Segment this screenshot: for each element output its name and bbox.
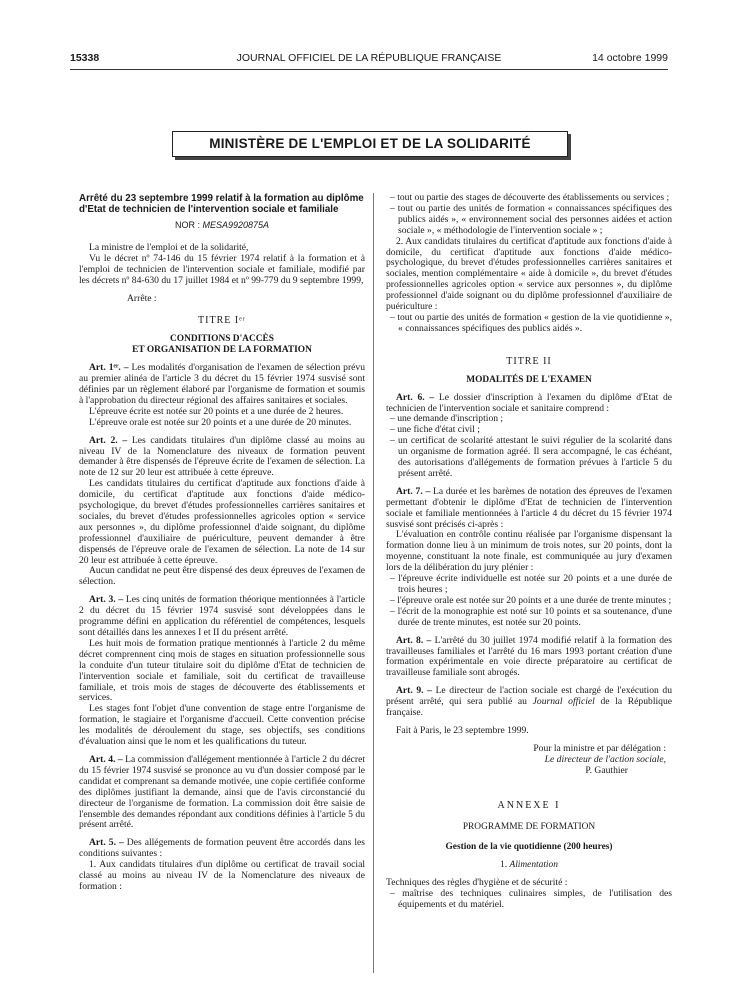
signature-line: Pour la ministre et par délégation : — [533, 742, 666, 754]
article-1: Art. 1ᵉʳ. – Les modalités d'organisation de l'examen de sélection prévu au premier alinéa de l'article 3 du décret du 15 février 1974 susvisé sont définies par un règlement élaboré par l'organisme de formation et soumis à l'approbation du directeur régional des affaires sanitaires et sociales. — [79, 362, 366, 406]
article-label: Art. 4. – — [89, 753, 123, 765]
annexe-heading: ANNEXE I — [497, 799, 561, 811]
paragraph: Les candidats titulaires du certificat d'aptitude aux fonctions d'aide à domicile, du certificat d'aptitude aux fonctions d'aide médico-psychologique, du brevet d'études professionnelles carrières sanitaires et sociales, du brevet d'études professionnelles agricoles option « service aux personnes », du diplôme professionnel d'aide soignant, du diplôme professionnel d'auxiliaire de puériculture, peuvent demander à être dispensés de l'épreuve orale de l'examen de sélection. La note de 14 sur 20 leur est attribuée à cette épreuve. — [79, 478, 365, 566]
list-item: – l'épreuve écrite individuelle est notée sur 20 points et a une durée de trois heures ; — [390, 573, 672, 595]
nor-reference: NOR : MESA9920875A — [174, 220, 270, 230]
list-item: – maîtrise des techniques culinaires simples, de l'utilisation des équipements et du matériel. — [390, 888, 672, 911]
nor-code: MESA9920875A — [202, 220, 270, 230]
signature-date: Fait à Paris, le 23 septembre 1999. — [396, 724, 529, 736]
article-9: Art. 9. – Le directeur de l'action sociale est chargé de l'exécution du présent arrêté, qui sera publié au Journal officiel de la République française. — [386, 685, 672, 719]
paragraph: 2. Aux candidats titulaires du certificat d'aptitude aux fonctions d'aide à domicile, du certificat d'aptitude aux fonctions d'aide médico-psychologique, du brevet d'études professionnelles carrières sanitaires et sociales, mention complémentaire « aide à domicile », du brevet d'études professionnelles agricoles option « service aux personnes », du diplôme professionnel d'aide soignant ou du diplôme professionnel d'auxiliaire de puériculture : — [386, 235, 672, 313]
paragraph: Vu le décret nº 74-146 du 15 février 1974 relatif à la formation et à l'emploi de technicien de l'intervention sociale et familiale, modifié par les décrets nº 84-630 du 17 juillet 1984 et nº 99-779 du 9 septembre 1999, — [79, 252, 365, 286]
paragraph: Techniques des règles d'hygiène et de sécurité : — [386, 877, 568, 889]
paragraph: L'épreuve écrite est notée sur 20 points et a une durée de 2 heures. — [89, 405, 344, 417]
issue-date: 14 octobre 1999 — [592, 52, 668, 64]
article-label: Art. 5. – — [89, 837, 124, 849]
article-label: Art. 9. – — [396, 685, 432, 697]
article-5: Art. 5. – Des allégements de formation peuvent être accordés dans les conditions suivantes : — [79, 837, 365, 860]
paragraph: Les stages font l'objet d'une convention de stage entre l'organisme de formation, le stagiaire et l'organisme d'accueil. Cette convention précise les modalités de déroulement du stage, ses objectifs, ses conditions d'évaluation ainsi que le nom et les qualifications du tuteur. — [79, 703, 365, 748]
article-label: Art. 1ᵉʳ. – — [89, 362, 129, 374]
list-item: – tout ou partie des unités de formation « gestion de la vie quotidienne », « connaissances spécifiques des publics aidés ». — [390, 311, 672, 334]
section-heading: MODALITÉS DE L'EXAMEN — [466, 374, 592, 385]
article-label: Art. 2. – — [89, 434, 128, 446]
ministry-box — [172, 131, 568, 157]
signature-role: Le directeur de l'action sociale, — [544, 753, 666, 765]
programme-heading: PROGRAMME DE FORMATION — [462, 821, 596, 832]
paragraph: L'épreuve orale est notée sur 20 points et a une durée de 20 minutes. — [89, 416, 352, 428]
subsection-heading: 1. Alimentation — [500, 860, 558, 871]
paragraph: 1. Aux candidats titulaires d'un diplôme ou certificat de travail social classé au moins au niveau IV de la Nomenclature des niveaux de formation : — [79, 859, 365, 892]
signature-name: P. Gauthier — [585, 764, 628, 776]
list-item: – une demande d'inscription ; — [390, 413, 504, 425]
article-label: Art. 8. – — [396, 634, 432, 646]
section-heading: CONDITIONS D'ACCÈS — [170, 334, 274, 345]
right-column — [386, 193, 672, 911]
list-item: – tout ou partie des stages de découverte des établissements ou services ; — [390, 192, 670, 203]
article-7: Art. 7. – La durée et les barèmes de notation des épreuves de l'examen permettant d'obtenir le diplôme d'Etat de technicien de l'intervention sociale et familiale mentionnées à l'article 4 du décret du 15 février 1974 susvisé sont précisés ci-après : — [386, 485, 672, 530]
article-4: Art. 4. – La commission d'allégement mentionnée à l'article 2 du décret du 15 février 1974 susvisé se prononce au vu d'un dossier composé par le candidat et comprenant sa demande motivée, une copie certifiée conforme des diplômes justifiant la demande, ainsi que de l'avis circonstancié du directeur de l'organisme de formation. La commission doit être saisie de l'ensemble des demandes répondant aux conditions définies à l'article 5 du présent arrêté. — [79, 753, 365, 831]
decree-title: Arrêté du 23 septembre 1999 relatif à la formation au diplôme d'Etat de technicien de l'intervention sociale et familiale — [79, 193, 364, 215]
module-heading: Gestion de la vie quotidienne (200 heures) — [445, 842, 613, 853]
left-column — [79, 193, 365, 893]
article-label: Art. 3. – — [89, 594, 124, 606]
paragraph: Les huit mois de formation pratique mentionnés à l'article 2 du même décret comprennent cinq mois de stages en situation professionnelle sous la conduite d'un tuteur titulaire soit du diplôme d'Etat de technicien de l'intervention sociale et familiale, soit du certificat de travailleuse familiale, et trois mois de stages de découverte des établissements et services. — [79, 637, 365, 704]
paragraph: Aucun candidat ne peut être dispensé des deux épreuves de l'examen de sélection. — [79, 565, 365, 588]
article-label: Art. 6. – — [396, 391, 435, 403]
section-heading: ET ORGANISATION DE LA FORMATION — [132, 345, 312, 356]
list-item: – un certificat de scolarité attestant le suivi régulier de la scolarité dans un organisme de formation agréé. Il sera accompagné, le cas échéant, des autorisations d'allégements de formation prévues à l'article 5 du présent arrêté. — [390, 435, 672, 479]
running-header — [70, 52, 668, 66]
column-divider — [373, 193, 374, 973]
list-item: – tout ou partie des unités de formation « connaissances spécifiques des publics aidés », « environnement social des personnes aidées et action sociale », « méthodologie de l'intervention sociale » ; — [390, 202, 672, 236]
list-item: – l'écrit de la monographie est noté sur 10 points et sa soutenance, d'une durée de trente minutes, est notée sur 20 points. — [390, 605, 672, 628]
journal-reference: Journal officiel — [532, 696, 595, 708]
article-3: Art. 3. – Les cinq unités de formation théorique mentionnées à l'article 2 du décret du 15 février 1974 susvisé sont développées dans le programme défini en application du référentiel de compétences, lesquels sont détaillés dans les annexes I et II du présent arrêté. — [79, 594, 365, 638]
journal-title: JOURNAL OFFICIEL DE LA RÉPUBLIQUE FRANÇAISE — [236, 52, 502, 64]
article-label: Art. 7. – — [396, 485, 431, 497]
paragraph: L'évaluation en contrôle continu réalisée par l'organisme dispensant la formation donne lieu à un minimum de trois notes, sur 20 points, dont la moyenne, constituant la note finale, est communiquée au jury d'examen lors de la délibération du jury plénier : — [386, 529, 672, 574]
ministry-title: MINISTÈRE DE L'EMPLOI ET DE LA SOLIDARITÉ — [209, 136, 531, 151]
header-rule — [70, 69, 668, 70]
titre-heading: TITRE Iᵉʳ — [198, 315, 246, 327]
paragraph: La ministre de l'emploi et de la solidarité, — [89, 241, 249, 253]
article-8: Art. 8. – L'arrêté du 30 juillet 1974 modifié relatif à la formation des travailleuses familiales et l'arrêté du 16 mars 1993 portant création d'une formation expérimentale en voie directe préparatoire au certificat de travailleuse familiale sont abrogés. — [386, 634, 672, 679]
article-2: Art. 2. – Les candidats titulaires d'un diplôme classé au moins au niveau IV de la Nomenclature des niveaux de formation peuvent demander à être dispensés de l'épreuve écrite de l'examen de sélection. La note de 12 sur 20 leur est attribuée à cette épreuve. — [79, 434, 365, 479]
page-number: 15338 — [70, 52, 100, 64]
arrete-line: Arrête : — [127, 292, 157, 304]
titre-heading: TITRE II — [506, 355, 552, 367]
article-6: Art. 6. – Le dossier d'inscription à l'examen du diplôme d'Etat de technicien de l'intervention sociale et sanitaire comprend : — [386, 391, 672, 414]
list-item: – l'épreuve orale est notée sur 20 points et a une durée de trente minutes ; — [390, 594, 672, 606]
list-item: – une fiche d'état civil ; — [390, 424, 480, 436]
